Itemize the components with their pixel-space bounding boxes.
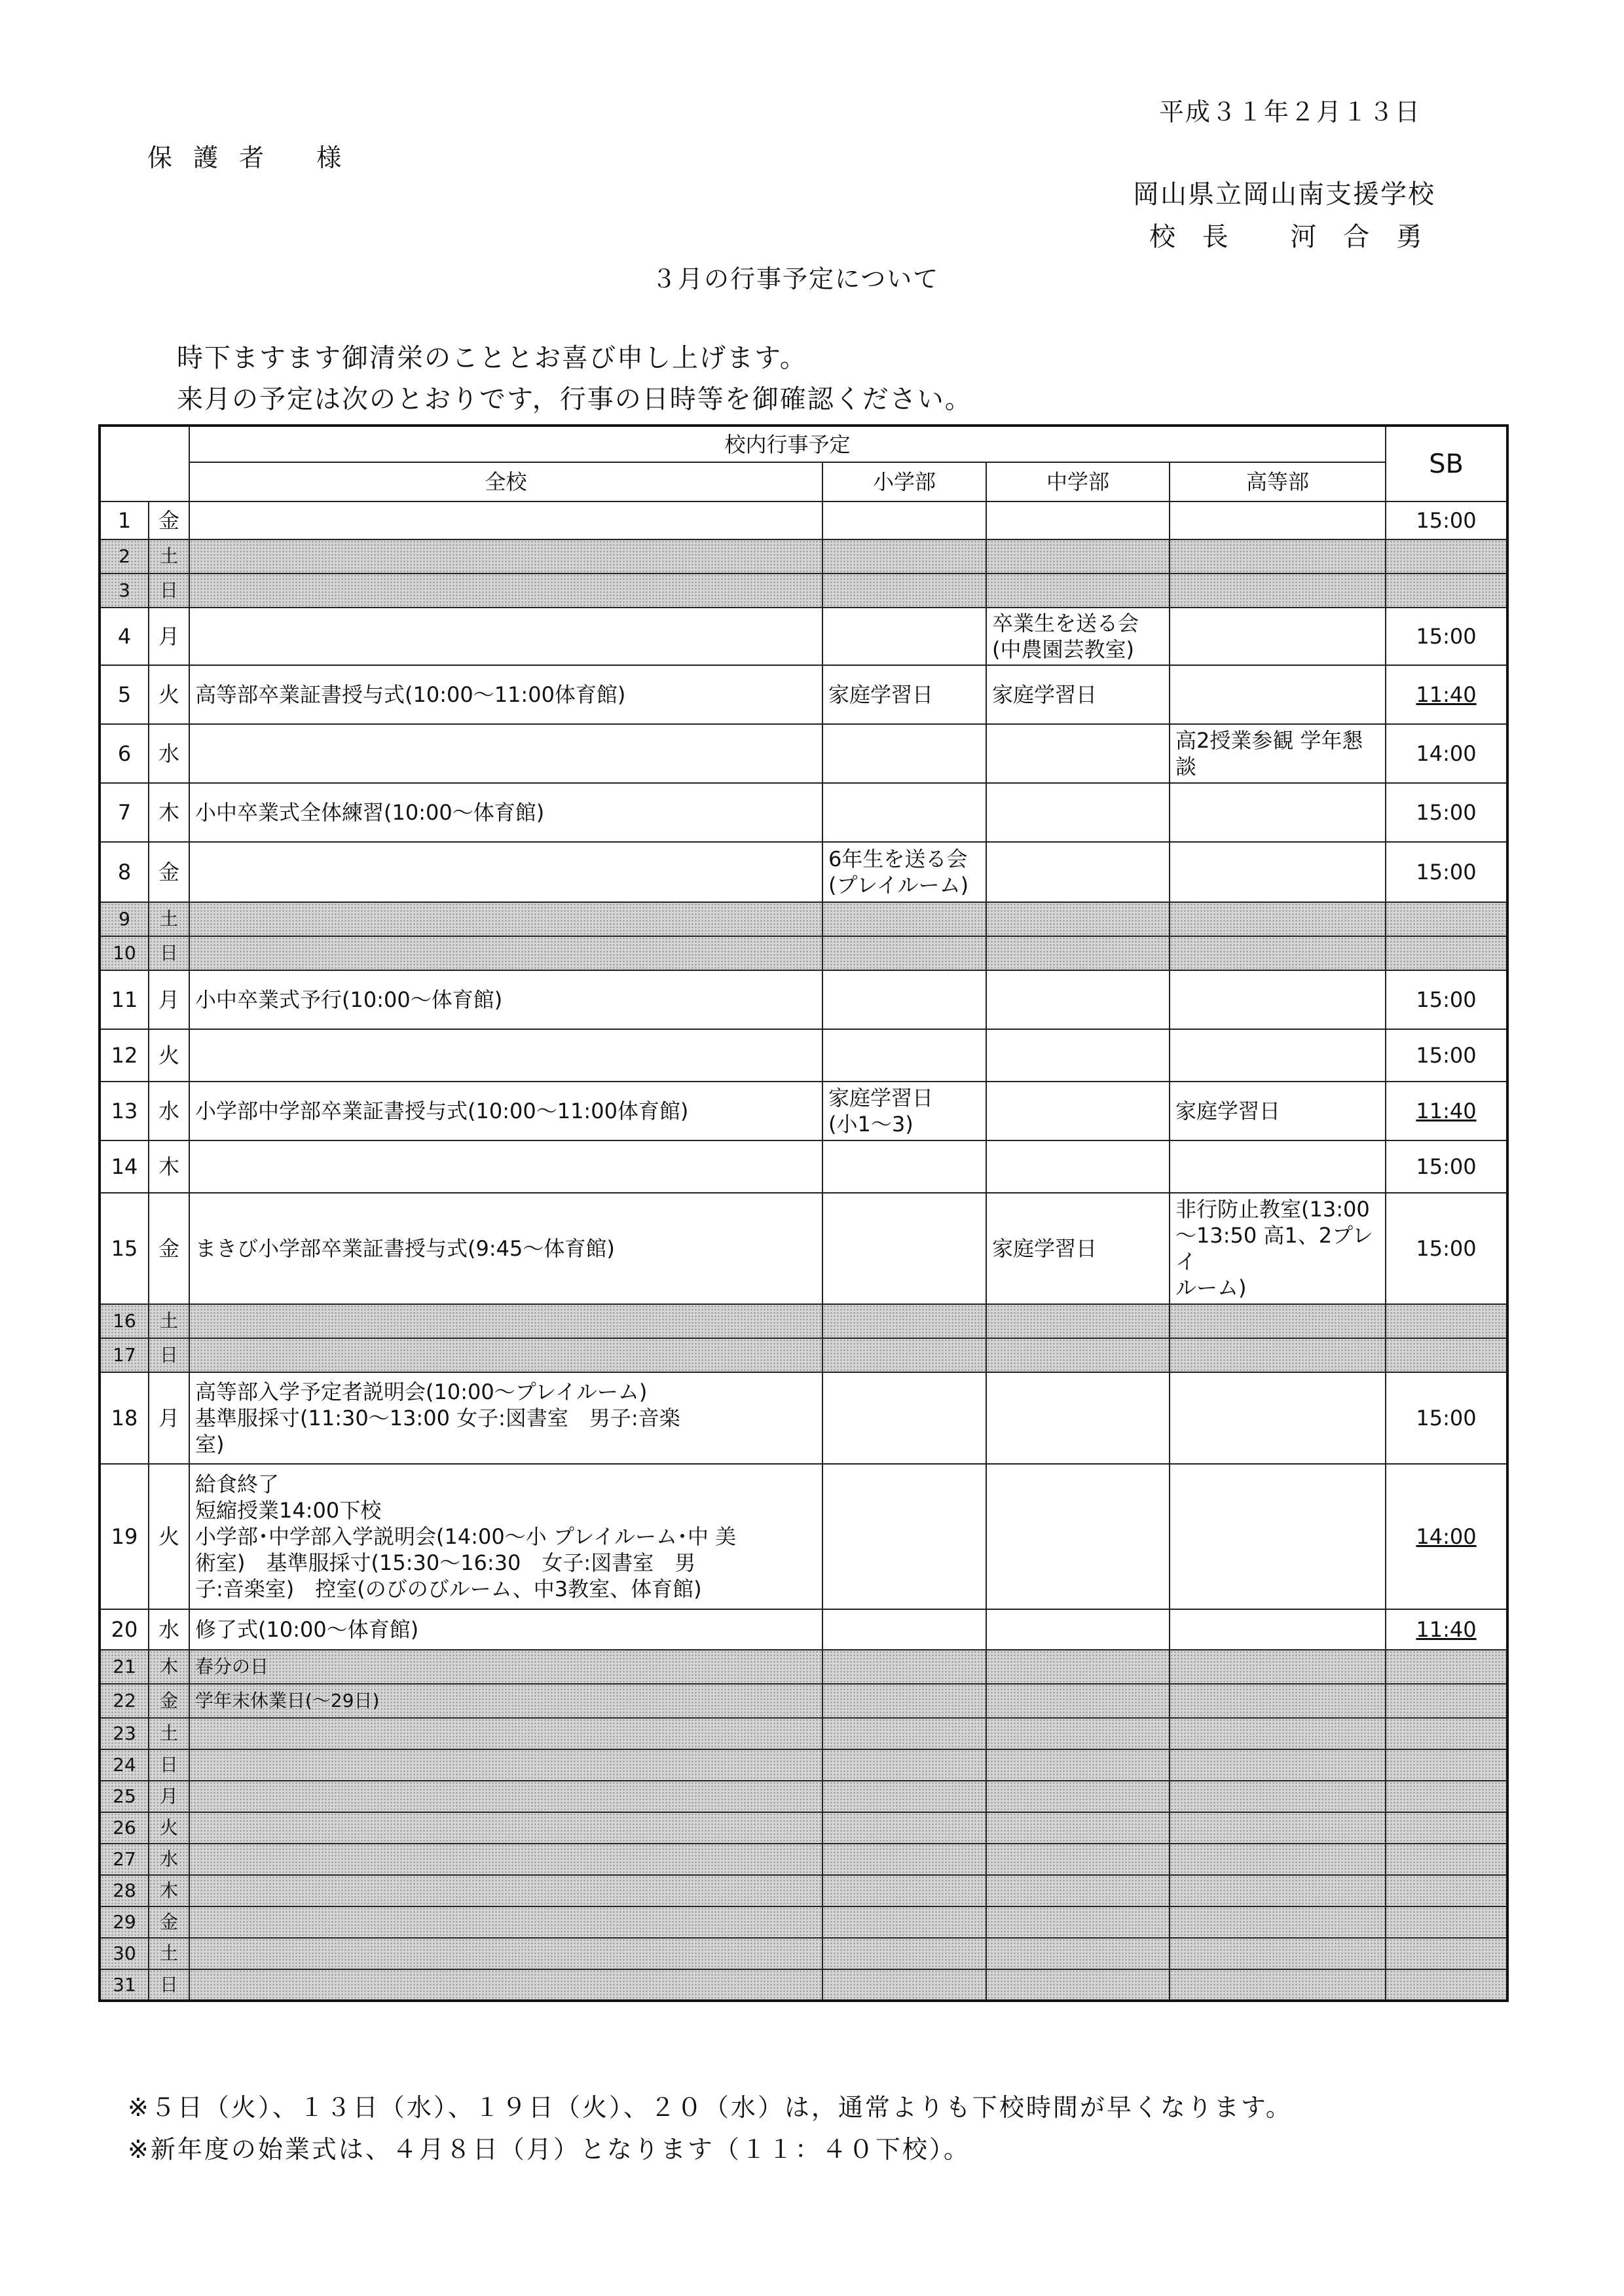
sb-time: [1386, 842, 1507, 902]
sb-time-text: 15:00: [1416, 508, 1477, 533]
elementary-event: 家庭学習日: [822, 665, 986, 724]
whole-school-event: [189, 1029, 822, 1082]
weekday: 木: [149, 1650, 189, 1684]
elementary-event: [822, 608, 986, 665]
elementary-event: [822, 1938, 986, 1969]
schedule-row: [100, 724, 1507, 783]
high-school-event: [1170, 1609, 1386, 1650]
weekday: 木: [149, 783, 189, 842]
whole-school-event: [189, 724, 822, 783]
whole-school-event: 学年末休業日(～29日): [189, 1684, 822, 1718]
day-number: 15: [100, 1193, 149, 1304]
whole-school-event: [189, 1875, 822, 1906]
whole-school-event: [189, 1140, 822, 1193]
high-school-event: [1170, 1372, 1386, 1464]
sb-time-text: 11:40: [1416, 682, 1477, 707]
sb-time: [1386, 1812, 1507, 1844]
high-school-event: [1170, 1338, 1386, 1372]
document-title: ３月の行事予定について: [652, 264, 940, 293]
junior-high-event: [986, 1338, 1170, 1372]
junior-high-event: [986, 1969, 1170, 2001]
schedule-row: [100, 1338, 1507, 1372]
weekday: 金: [149, 1193, 189, 1304]
school-name: 岡山県立岡山南支援学校: [1133, 179, 1435, 210]
day-number: 23: [100, 1718, 149, 1749]
schedule-row: [100, 574, 1507, 608]
elementary-event: [822, 501, 986, 539]
elementary-event: [822, 1609, 986, 1650]
schedule-row: [100, 1193, 1507, 1304]
sb-time: [1386, 902, 1507, 936]
day-number: 16: [100, 1304, 149, 1338]
column-header-shogakubu: 小学部: [822, 462, 986, 501]
weekday: 日: [149, 574, 189, 608]
high-school-event: [1170, 539, 1386, 574]
elementary-event: [822, 1781, 986, 1812]
sb-time: [1386, 501, 1507, 539]
weekday: 月: [149, 1781, 189, 1812]
high-school-event: 高2授業参観 学年懇談: [1170, 724, 1386, 783]
schedule-row: [100, 842, 1507, 902]
whole-school-event: [189, 1304, 822, 1338]
sb-time-text: 11:40: [1416, 1617, 1477, 1642]
schedule-row: [100, 1082, 1507, 1140]
weekday: 水: [149, 1082, 189, 1140]
high-school-event: [1170, 783, 1386, 842]
sb-time: [1386, 1609, 1507, 1650]
day-number: 9: [100, 902, 149, 936]
sb-time: [1386, 1684, 1507, 1718]
schedule-row: [100, 665, 1507, 724]
whole-school-event: 小中卒業式全体練習(10:00～体育館): [189, 783, 822, 842]
schedule-row: [100, 1875, 1507, 1906]
high-school-event: [1170, 970, 1386, 1029]
high-school-event: [1170, 665, 1386, 724]
day-number: 3: [100, 574, 149, 608]
schedule-row: [100, 970, 1507, 1029]
day-number: 22: [100, 1684, 149, 1718]
sb-time: [1386, 1875, 1507, 1906]
schedule-row: [100, 1969, 1507, 2001]
weekday: 木: [149, 1140, 189, 1193]
high-school-event: [1170, 936, 1386, 970]
note-early-dismissal: ※５日（火）、１３日（水）、１９日（火）、２０（水）は，通常よりも下校時間が早くなります。: [128, 2093, 1293, 2122]
schedule-row: [100, 1718, 1507, 1749]
junior-high-event: 卒業生を送る会 (中農園芸教室): [986, 608, 1170, 665]
elementary-event: 6年生を送る会 (プレイルーム): [822, 842, 986, 902]
sb-time-text: 14:00: [1416, 1524, 1477, 1549]
sb-time: [1386, 665, 1507, 724]
weekday: 火: [149, 1812, 189, 1844]
day-number: 13: [100, 1082, 149, 1140]
sb-time: [1386, 1082, 1507, 1140]
high-school-event: [1170, 574, 1386, 608]
elementary-event: [822, 1844, 986, 1875]
junior-high-event: [986, 1082, 1170, 1140]
whole-school-event: [189, 1938, 822, 1969]
schedule-row: [100, 1140, 1507, 1193]
day-number: 6: [100, 724, 149, 783]
high-school-event: [1170, 1684, 1386, 1718]
whole-school-event: 小学部中学部卒業証書授与式(10:00～11:00体育館): [189, 1082, 822, 1140]
sb-time-text: 11:40: [1416, 1099, 1477, 1123]
schedule-row: [100, 1812, 1507, 1844]
junior-high-event: [986, 936, 1170, 970]
sb-time: [1386, 608, 1507, 665]
weekday: 金: [149, 842, 189, 902]
day-number: 18: [100, 1372, 149, 1464]
whole-school-event: 高等部卒業証書授与式(10:00～11:00体育館): [189, 665, 822, 724]
day-number: 27: [100, 1844, 149, 1875]
sb-time-text: 15:00: [1416, 987, 1477, 1012]
day-number: 1: [100, 501, 149, 539]
elementary-event: [822, 1906, 986, 1938]
weekday: 土: [149, 1938, 189, 1969]
high-school-event: [1170, 842, 1386, 902]
greeting-line-2: 来月の予定は次のとおりです，行事の日時等を御確認ください。: [177, 384, 972, 414]
high-school-event: [1170, 1812, 1386, 1844]
column-header-zenko: 全校: [189, 462, 822, 501]
weekday: 水: [149, 724, 189, 783]
weekday: 日: [149, 1749, 189, 1781]
sb-time: [1386, 1844, 1507, 1875]
high-school-event: [1170, 1844, 1386, 1875]
elementary-event: [822, 902, 986, 936]
elementary-event: [822, 724, 986, 783]
day-number: 5: [100, 665, 149, 724]
sb-header: SB: [1386, 426, 1507, 501]
elementary-event: [822, 970, 986, 1029]
day-number: 12: [100, 1029, 149, 1082]
recipient-line: 保 護 者 様: [147, 143, 348, 172]
junior-high-event: 家庭学習日: [986, 665, 1170, 724]
weekday: 日: [149, 936, 189, 970]
sb-time-text: 15:00: [1416, 800, 1477, 825]
schedule-row: [100, 783, 1507, 842]
weekday: 月: [149, 608, 189, 665]
day-number: 26: [100, 1812, 149, 1844]
sb-time-text: 15:00: [1416, 1236, 1477, 1261]
high-school-event: [1170, 1029, 1386, 1082]
day-number: 31: [100, 1969, 149, 2001]
day-number: 21: [100, 1650, 149, 1684]
elementary-event: [822, 936, 986, 970]
schedule-row: [100, 1304, 1507, 1338]
elementary-event: [822, 1969, 986, 2001]
high-school-event: [1170, 1969, 1386, 2001]
high-school-event: [1170, 1875, 1386, 1906]
weekday: 火: [149, 1029, 189, 1082]
whole-school-event: [189, 1969, 822, 2001]
weekday: 金: [149, 501, 189, 539]
sb-time: [1386, 1718, 1507, 1749]
high-school-event: [1170, 1650, 1386, 1684]
high-school-event: [1170, 902, 1386, 936]
junior-high-event: [986, 1464, 1170, 1609]
elementary-event: [822, 539, 986, 574]
schedule-row: [100, 1684, 1507, 1718]
whole-school-event: [189, 842, 822, 902]
weekday: 土: [149, 1304, 189, 1338]
weekday: 月: [149, 1372, 189, 1464]
schedule-row: [100, 1749, 1507, 1781]
sb-time: [1386, 1193, 1507, 1304]
whole-school-event: [189, 539, 822, 574]
column-header-kotobu: 高等部: [1170, 462, 1386, 501]
whole-school-event: [189, 1781, 822, 1812]
sb-time-text: 15:00: [1416, 624, 1477, 649]
schedule-row: [100, 1609, 1507, 1650]
weekday: 日: [149, 1338, 189, 1372]
weekday: 土: [149, 902, 189, 936]
junior-high-event: [986, 539, 1170, 574]
sb-time: [1386, 970, 1507, 1029]
day-number: 17: [100, 1338, 149, 1372]
junior-high-event: [986, 1938, 1170, 1969]
weekday: 木: [149, 1875, 189, 1906]
high-school-event: [1170, 1938, 1386, 1969]
sb-time-text: 15:00: [1416, 1154, 1477, 1179]
sb-time: [1386, 783, 1507, 842]
day-number: 14: [100, 1140, 149, 1193]
day-number: 2: [100, 539, 149, 574]
whole-school-event: 小中卒業式予行(10:00～体育館): [189, 970, 822, 1029]
sb-time: [1386, 1938, 1507, 1969]
elementary-event: [822, 1812, 986, 1844]
junior-high-event: [986, 1718, 1170, 1749]
junior-high-event: [986, 902, 1170, 936]
document-date: 平成３１年２月１３日: [1159, 98, 1422, 126]
elementary-event: [822, 1140, 986, 1193]
junior-high-event: [986, 1875, 1170, 1906]
column-header-chugakubu: 中学部: [986, 462, 1170, 501]
note-opening-ceremony: ※新年度の始業式は、４月８日（月）となります（１１：４０下校）。: [128, 2135, 970, 2164]
high-school-event: [1170, 1140, 1386, 1193]
schedule-row: [100, 501, 1507, 539]
day-number: 10: [100, 936, 149, 970]
schedule-row: [100, 539, 1507, 574]
sb-time: [1386, 1338, 1507, 1372]
junior-high-event: 家庭学習日: [986, 1193, 1170, 1304]
schedule-row: [100, 1029, 1507, 1082]
sb-time: [1386, 1029, 1507, 1082]
junior-high-event: [986, 1609, 1170, 1650]
day-number: 29: [100, 1906, 149, 1938]
schedule-table: [98, 424, 1509, 2002]
whole-school-event: [189, 1844, 822, 1875]
sb-time: [1386, 1650, 1507, 1684]
elementary-event: [822, 1372, 986, 1464]
sb-time: [1386, 574, 1507, 608]
junior-high-event: [986, 1781, 1170, 1812]
schedule-row: [100, 608, 1507, 665]
sb-time: [1386, 724, 1507, 783]
sb-time: [1386, 1906, 1507, 1938]
junior-high-event: [986, 574, 1170, 608]
elementary-event: [822, 1464, 986, 1609]
day-number: 11: [100, 970, 149, 1029]
schedule-row: [100, 1464, 1507, 1609]
whole-school-event: 高等部入学予定者説明会(10:00～プレイルーム) 基準服採寸(11:30～13:00 女子:図書室 男子:音楽 室): [189, 1372, 822, 1464]
elementary-event: [822, 1338, 986, 1372]
schedule-row: [100, 1650, 1507, 1684]
sb-time: [1386, 1969, 1507, 2001]
sb-time-text: 15:00: [1416, 1406, 1477, 1430]
elementary-event: [822, 1749, 986, 1781]
day-number: 20: [100, 1609, 149, 1650]
principal-name: 校 長 河 合 勇: [1149, 222, 1431, 252]
whole-school-event: まきび小学部卒業証書授与式(9:45～体育館): [189, 1193, 822, 1304]
whole-school-event: 春分の日: [189, 1650, 822, 1684]
sb-time: [1386, 936, 1507, 970]
sb-time: [1386, 1304, 1507, 1338]
elementary-event: [822, 1029, 986, 1082]
schedule-row: [100, 902, 1507, 936]
sb-time-text: 15:00: [1416, 860, 1477, 884]
whole-school-event: 給食終了 短縮授業14:00下校 小学部･中学部入学説明会(14:00～小 プレイルーム･中 美 術室) 基準服採寸(15:30～16:30 女子:図書室 男 子:音楽室) 控室(のびのびルーム、中3教室、体育館): [189, 1464, 822, 1609]
weekday: 金: [149, 1684, 189, 1718]
high-school-event: [1170, 1906, 1386, 1938]
sb-time: [1386, 1140, 1507, 1193]
day-number: 4: [100, 608, 149, 665]
junior-high-event: [986, 1304, 1170, 1338]
corner-cell: [100, 426, 189, 501]
weekday: 水: [149, 1844, 189, 1875]
weekday: 日: [149, 1969, 189, 2001]
junior-high-event: [986, 1029, 1170, 1082]
junior-high-event: [986, 1812, 1170, 1844]
whole-school-event: [189, 1338, 822, 1372]
day-number: 25: [100, 1781, 149, 1812]
sb-time-text: 15:00: [1416, 1043, 1477, 1068]
whole-school-event: [189, 1718, 822, 1749]
whole-school-event: [189, 574, 822, 608]
weekday: 金: [149, 1906, 189, 1938]
whole-school-event: [189, 1812, 822, 1844]
junior-high-event: [986, 724, 1170, 783]
weekday: 火: [149, 1464, 189, 1609]
junior-high-event: [986, 1749, 1170, 1781]
elementary-event: [822, 574, 986, 608]
elementary-event: [822, 1684, 986, 1718]
group-header: 校内行事予定: [189, 426, 1386, 462]
weekday: 土: [149, 539, 189, 574]
high-school-event: [1170, 1464, 1386, 1609]
sb-time: [1386, 1781, 1507, 1812]
high-school-event: 非行防止教室(13:00 ～13:50 高1、2プレイ ルーム): [1170, 1193, 1386, 1304]
weekday: 水: [149, 1609, 189, 1650]
whole-school-event: [189, 902, 822, 936]
day-number: 28: [100, 1875, 149, 1906]
whole-school-event: 修了式(10:00～体育館): [189, 1609, 822, 1650]
junior-high-event: [986, 783, 1170, 842]
sb-time: [1386, 1749, 1507, 1781]
high-school-event: [1170, 1749, 1386, 1781]
junior-high-event: [986, 1372, 1170, 1464]
high-school-event: [1170, 1781, 1386, 1812]
elementary-event: [822, 783, 986, 842]
elementary-event: 家庭学習日 (小1～3): [822, 1082, 986, 1140]
junior-high-event: [986, 1140, 1170, 1193]
high-school-event: [1170, 501, 1386, 539]
day-number: 8: [100, 842, 149, 902]
whole-school-event: [189, 936, 822, 970]
sb-time: [1386, 1464, 1507, 1609]
elementary-event: [822, 1304, 986, 1338]
junior-high-event: [986, 970, 1170, 1029]
elementary-event: [822, 1875, 986, 1906]
greeting-line-1: 時下ますます御清栄のこととお喜び申し上げます。: [177, 343, 807, 373]
day-number: 24: [100, 1749, 149, 1781]
weekday: 月: [149, 970, 189, 1029]
weekday: 火: [149, 665, 189, 724]
day-number: 19: [100, 1464, 149, 1609]
high-school-event: 家庭学習日: [1170, 1082, 1386, 1140]
schedule-row: [100, 936, 1507, 970]
sb-time: [1386, 539, 1507, 574]
whole-school-event: [189, 1906, 822, 1938]
weekday: 土: [149, 1718, 189, 1749]
junior-high-event: [986, 1650, 1170, 1684]
day-number: 30: [100, 1938, 149, 1969]
whole-school-event: [189, 501, 822, 539]
junior-high-event: [986, 501, 1170, 539]
junior-high-event: [986, 1684, 1170, 1718]
high-school-event: [1170, 608, 1386, 665]
elementary-event: [822, 1650, 986, 1684]
high-school-event: [1170, 1304, 1386, 1338]
junior-high-event: [986, 1844, 1170, 1875]
sb-time-text: 14:00: [1416, 741, 1477, 766]
junior-high-event: [986, 1906, 1170, 1938]
schedule-row: [100, 1781, 1507, 1812]
elementary-event: [822, 1718, 986, 1749]
elementary-event: [822, 1193, 986, 1304]
sb-time: [1386, 1372, 1507, 1464]
whole-school-event: [189, 608, 822, 665]
schedule-row: [100, 1906, 1507, 1938]
schedule-row: [100, 1938, 1507, 1969]
high-school-event: [1170, 1718, 1386, 1749]
schedule-row: [100, 1372, 1507, 1464]
junior-high-event: [986, 842, 1170, 902]
schedule-row: [100, 1844, 1507, 1875]
day-number: 7: [100, 783, 149, 842]
whole-school-event: [189, 1749, 822, 1781]
